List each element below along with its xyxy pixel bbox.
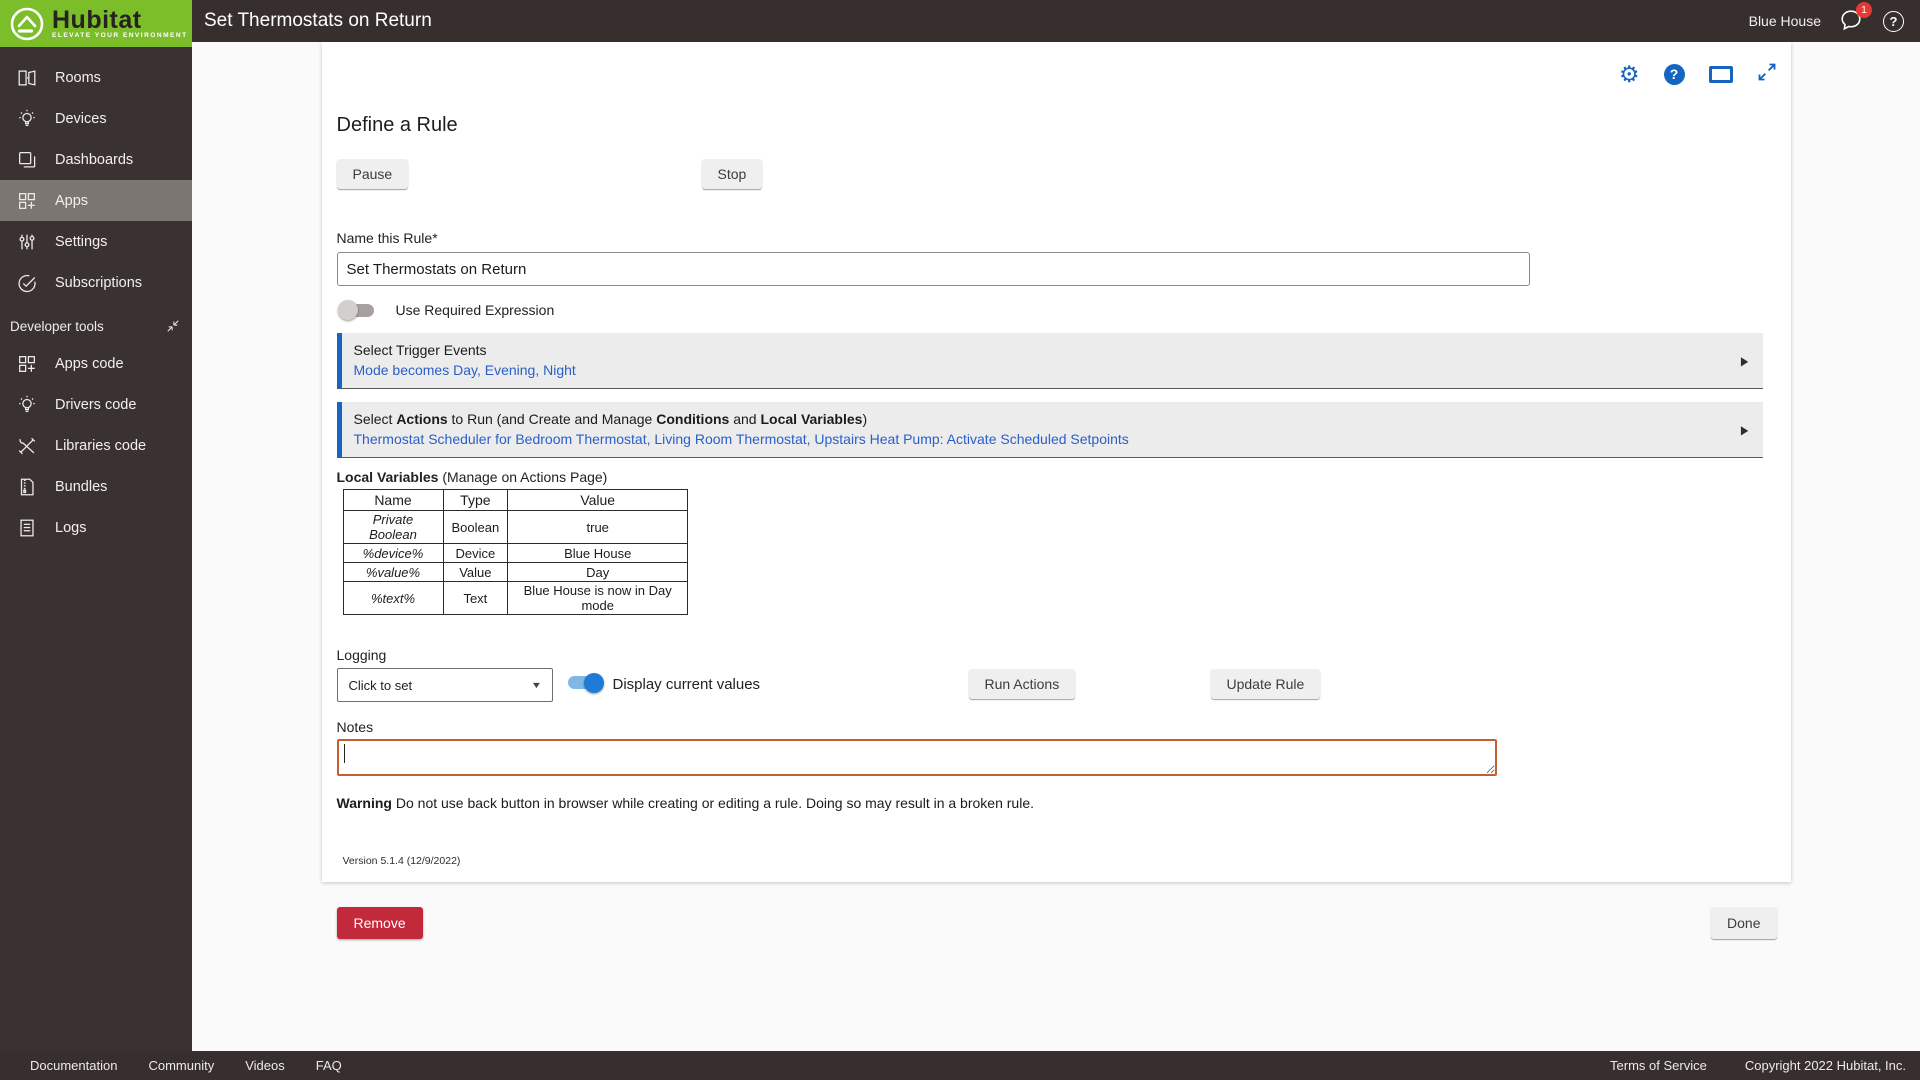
version-text: Version 5.1.4 (12/9/2022): [342, 855, 461, 867]
variable-name-cell: %text%: [343, 582, 443, 615]
sidebar-item-label: Drivers code: [55, 396, 137, 413]
sidebar-item-label: Bundles: [55, 478, 108, 495]
app-header: [192, 0, 1920, 42]
column-header-type: Type: [443, 490, 508, 511]
notification-badge: 1: [1856, 2, 1872, 18]
required-expression-label: Use Required Expression: [395, 302, 555, 318]
table-row: [343, 582, 688, 615]
warning-text: Warning Do not use back button in browser while creating or editing a rule. Doing so may result in a broken rule.: [336, 795, 1034, 811]
chevron-right-icon: ▶: [1741, 353, 1749, 368]
developer-tools-label: Developer tools: [10, 318, 104, 334]
logs-icon: [16, 517, 38, 539]
devices-icon: [16, 108, 38, 130]
sidebar-item-label: Rooms: [55, 69, 101, 86]
variable-value-cell: Blue House: [508, 544, 688, 563]
app-help-icon[interactable]: ?: [1664, 64, 1685, 85]
app-footer: [0, 1051, 1920, 1080]
sidebar-item-label: Logs: [55, 519, 87, 536]
table-row: [343, 544, 688, 563]
table-row: [343, 511, 688, 544]
dashboards-icon: [16, 149, 38, 171]
drivers-code-icon: [16, 394, 38, 416]
name-rule-label: Name this Rule*: [336, 230, 438, 246]
sidebar-item-dashboards[interactable]: [0, 139, 192, 180]
expand-icon[interactable]: [1757, 62, 1777, 87]
notifications-button[interactable]: [1839, 4, 1867, 34]
notes-label: Notes: [336, 719, 374, 735]
rule-card: [322, 42, 1791, 931]
developer-nav: [0, 343, 192, 548]
variable-type-cell: Text: [443, 582, 508, 615]
sidebar-item-label: Subscriptions: [55, 274, 143, 291]
required-expression-toggle[interactable]: [341, 304, 374, 317]
local-variables-table: [343, 489, 689, 615]
hubitat-logo[interactable]: [0, 0, 192, 47]
footer-link-videos[interactable]: Videos: [245, 1058, 285, 1073]
variable-type-cell: Boolean: [443, 511, 508, 544]
libraries-code-icon: [16, 435, 38, 457]
footer-link-faq[interactable]: FAQ: [315, 1058, 342, 1073]
hubitat-house-icon: [9, 6, 45, 42]
main-area: [192, 42, 1920, 1051]
collapse-icon[interactable]: [166, 319, 180, 333]
pause-button[interactable]: Pause: [337, 159, 409, 189]
footer-link-documentation[interactable]: Documentation: [30, 1058, 118, 1073]
header-help-icon[interactable]: ?: [1883, 11, 1904, 32]
rooms-icon: [16, 67, 38, 89]
logging-dropdown[interactable]: [337, 668, 553, 702]
dropdown-arrow-icon: ▼: [530, 680, 542, 690]
sidebar-item-label: Settings: [55, 233, 108, 250]
sidebar-item-libraries-code[interactable]: [0, 425, 192, 466]
page-header-title: Set Thermostats on Return: [204, 10, 432, 31]
footer-terms-link[interactable]: Terms of Service: [1610, 1058, 1707, 1073]
table-header-row: [343, 490, 688, 511]
notes-textarea[interactable]: [337, 739, 1497, 776]
pause-stop-row: [337, 159, 1777, 189]
variable-value-cell: true: [508, 511, 688, 544]
trigger-section-title: Select Trigger Events: [353, 342, 487, 358]
sidebar-item-logs[interactable]: [0, 507, 192, 548]
gear-icon[interactable]: ⚙: [1618, 61, 1640, 87]
brand-tagline: ELEVATE YOUR ENVIRONMENT: [52, 32, 188, 39]
sidebar-item-settings[interactable]: [0, 221, 192, 262]
required-expression-row: [337, 300, 1777, 320]
stop-button[interactable]: Stop: [702, 159, 763, 189]
logging-dropdown-value: Click to set: [348, 677, 413, 693]
local-variables-title: Local Variables (Manage on Actions Page): [336, 469, 608, 485]
bottom-button-row: [337, 907, 1777, 939]
done-button[interactable]: Done: [1711, 907, 1776, 939]
sidebar: [0, 0, 192, 1051]
sidebar-item-subscriptions[interactable]: [0, 262, 192, 303]
sidebar-item-label: Dashboards: [55, 151, 134, 168]
subscriptions-icon: [16, 272, 38, 294]
sidebar-item-apps[interactable]: [0, 180, 192, 221]
notes-wrapper: [337, 739, 1497, 776]
sidebar-item-bundles[interactable]: [0, 466, 192, 507]
page-title: Define a Rule: [336, 114, 458, 136]
sidebar-item-rooms[interactable]: [0, 57, 192, 98]
footer-link-community[interactable]: Community: [148, 1058, 215, 1073]
variable-name-cell: Private Boolean: [343, 511, 443, 544]
sidebar-item-drivers-code[interactable]: [0, 384, 192, 425]
sidebar-item-label: Libraries code: [55, 437, 147, 454]
variable-name-cell: %value%: [343, 563, 443, 582]
actions-section-link[interactable]: Thermostat Scheduler for Bedroom Thermostat, Living Room Thermostat, Upstairs Heat Pump: Activate Scheduled Setpoints: [353, 431, 1129, 447]
update-rule-button[interactable]: Update Rule: [1211, 669, 1321, 699]
card-toolbar: [337, 42, 1777, 86]
display-current-values-label: Display current values: [612, 676, 761, 693]
column-header-name: Name: [343, 490, 443, 511]
variable-type-cell: Value: [443, 563, 508, 582]
logging-row: [337, 668, 1777, 702]
developer-tools-header: [0, 311, 192, 341]
actions-section-title: Select Actions to Run (and Create and Manage Conditions and Local Variables): [353, 411, 868, 427]
text-cursor: [344, 744, 346, 763]
sidebar-item-label: Apps: [55, 192, 89, 209]
logging-label: Logging: [336, 647, 387, 663]
actions-section[interactable]: [337, 402, 1763, 458]
brand-name: Hubitat: [52, 6, 142, 34]
apps-icon: [16, 190, 38, 212]
remove-button[interactable]: Remove: [337, 907, 423, 939]
bundles-icon: [16, 476, 38, 498]
run-actions-button[interactable]: Run Actions: [969, 669, 1076, 699]
hub-name[interactable]: Blue House: [1748, 13, 1821, 29]
sidebar-item-apps-code[interactable]: [0, 343, 192, 384]
variable-value-cell: Blue House is now in Day mode: [508, 582, 688, 615]
footer-copyright: Copyright 2022 Hubitat, Inc.: [1744, 1058, 1906, 1073]
chevron-right-icon: ▶: [1741, 422, 1749, 437]
monitor-icon[interactable]: [1709, 66, 1733, 83]
apps-code-icon: [16, 353, 38, 375]
sidebar-item-label: Devices: [55, 110, 107, 127]
sidebar-nav: [0, 57, 192, 303]
sidebar-item-label: Apps code: [55, 355, 124, 372]
variable-type-cell: Device: [443, 544, 508, 563]
variable-name-cell: %device%: [343, 544, 443, 563]
variable-value-cell: Day: [508, 563, 688, 582]
table-row: [343, 563, 688, 582]
trigger-section-link[interactable]: Mode becomes Day, Evening, Night: [353, 362, 576, 378]
rule-name-input[interactable]: [337, 252, 1530, 286]
settings-icon: [16, 231, 38, 253]
display-current-values-toggle[interactable]: [568, 676, 601, 689]
column-header-value: Value: [508, 490, 688, 511]
sidebar-item-devices[interactable]: [0, 98, 192, 139]
trigger-events-section[interactable]: [337, 333, 1763, 389]
